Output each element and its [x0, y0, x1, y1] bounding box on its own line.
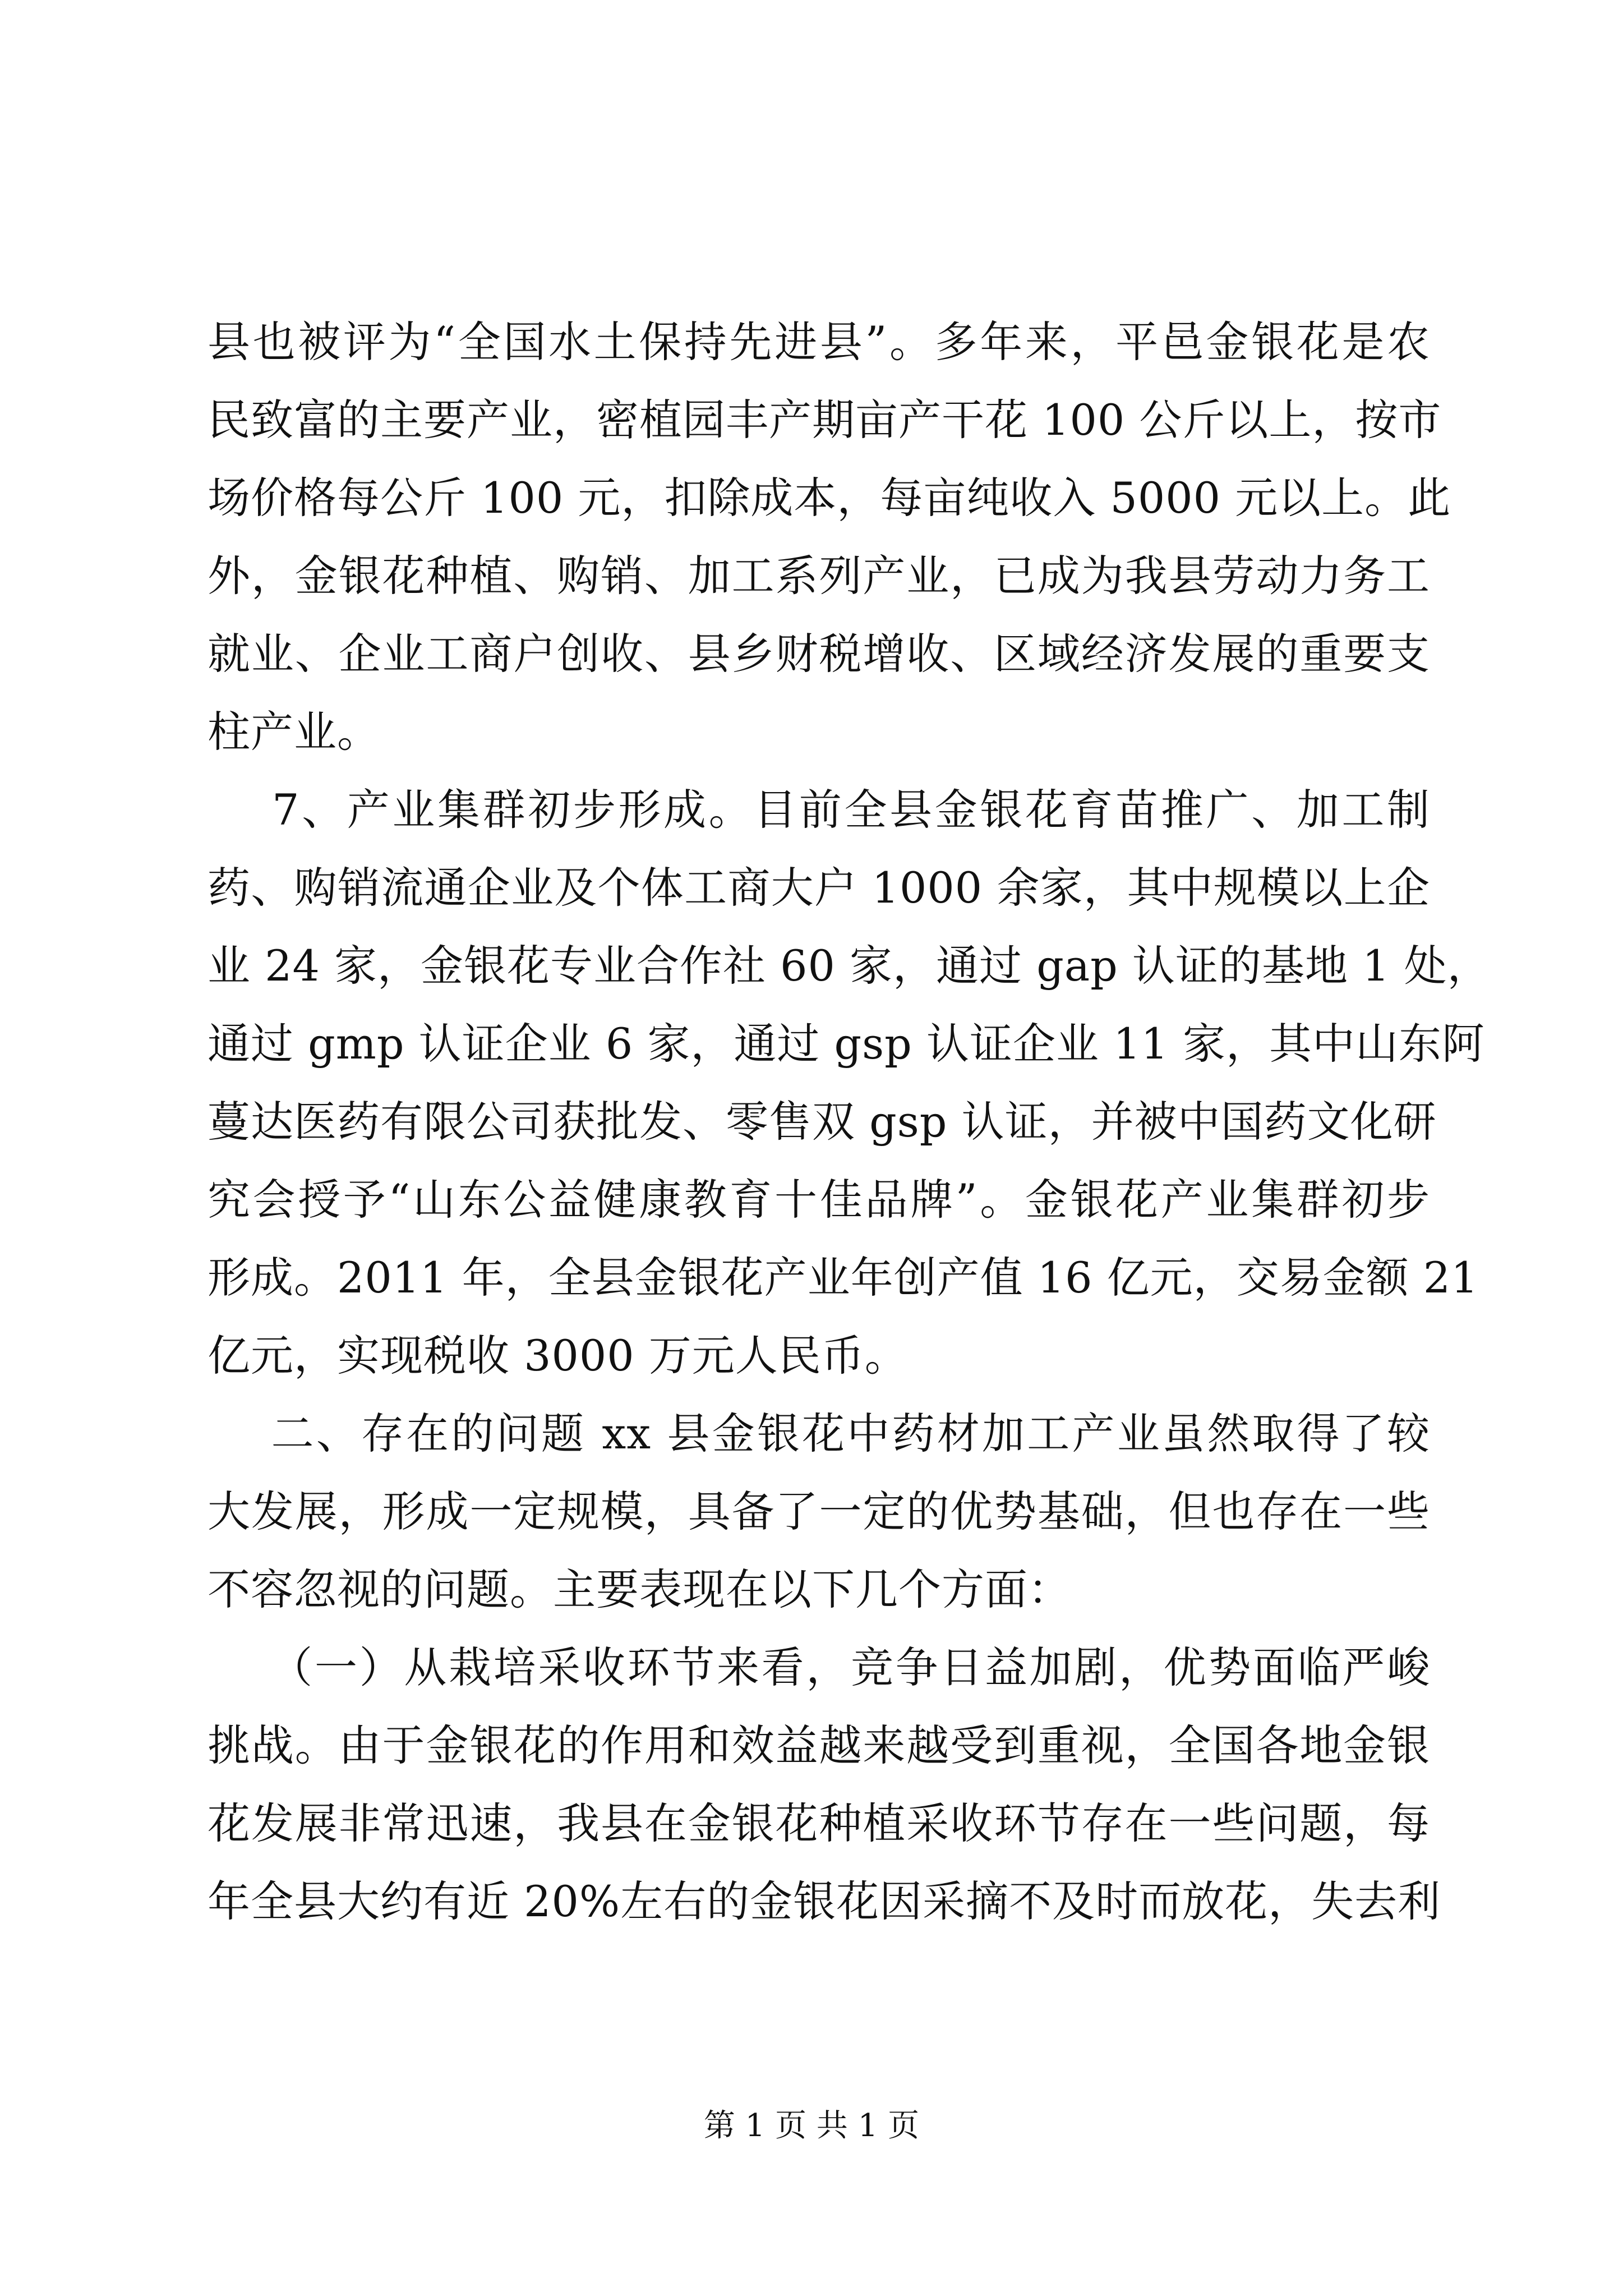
text-line: 蔓达医药有限公司获批发、零售双 gsp 认证，并被中国药文化研 [208, 1097, 1437, 1147]
text-line: 大发展，形成一定规模，具备了一定的优势基础，但也存在一些 [208, 1487, 1430, 1536]
text-line: 年全县大约有近 20%左右的金银花因采摘不及时而放花，失去利 [208, 1876, 1441, 1926]
text-line: 药、购销流通企业及个体工商大户 1000 余家，其中规模以上企 [208, 863, 1430, 913]
text-line: 花发展非常迅速，我县在金银花种植采收环节存在一些问题，每 [208, 1798, 1430, 1848]
text-line: 县也被评为“全国水土保持先进县”。多年来，平邑金银花是农 [208, 317, 1430, 367]
text-line: 场价格每公斤 100 元，扣除成本，每亩纯收入 5000 元以上。此 [208, 473, 1451, 523]
text-line: （一）从栽培采收环节来看，竞争日益加剧，优势面临严峻 [208, 1642, 1430, 1692]
text-line: 通过 gmp 认证企业 6 家，通过 gsp 认证企业 11 家，其中山东阿 [208, 1019, 1485, 1069]
text-line: 外，金银花种植、购销、加工系列产业，已成为我县劳动力务工 [208, 551, 1430, 601]
text-line: 民致富的主要产业，密植园丰产期亩产干花 100 公斤以上，按市 [208, 395, 1442, 445]
document-body [208, 303, 1491, 1940]
text-line: 柱产业。 [208, 707, 380, 757]
text-line: 不容忽视的问题。主要表现在以下几个方面： [208, 1565, 1071, 1614]
text-line: 7、产业集群初步形成。目前全县金银花育苗推广、加工制 [208, 785, 1430, 835]
text-line: 二、存在的问题 xx 县金银花中药材加工产业虽然取得了较 [208, 1409, 1430, 1458]
page-number-footer: 第 1 页 共 1 页 [703, 2108, 920, 2144]
text-line: 形成。2011 年，全县金银花产业年创产值 16 亿元，交易金额 21 [208, 1253, 1479, 1303]
text-line: 究会授予“山东公益健康教育十佳品牌”。金银花产业集群初步 [208, 1175, 1430, 1225]
text-line: 业 24 家，金银花专业合作社 60 家，通过 gap 认证的基地 1 处， [208, 941, 1491, 991]
text-line: 就业、企业工商户创收、县乡财税增收、区域经济发展的重要支 [208, 629, 1430, 679]
text-line: 挑战。由于金银花的作用和效益越来越受到重视，全国各地金银 [208, 1720, 1430, 1770]
text-line: 亿元，实现税收 3000 万元人民币。 [208, 1331, 908, 1381]
